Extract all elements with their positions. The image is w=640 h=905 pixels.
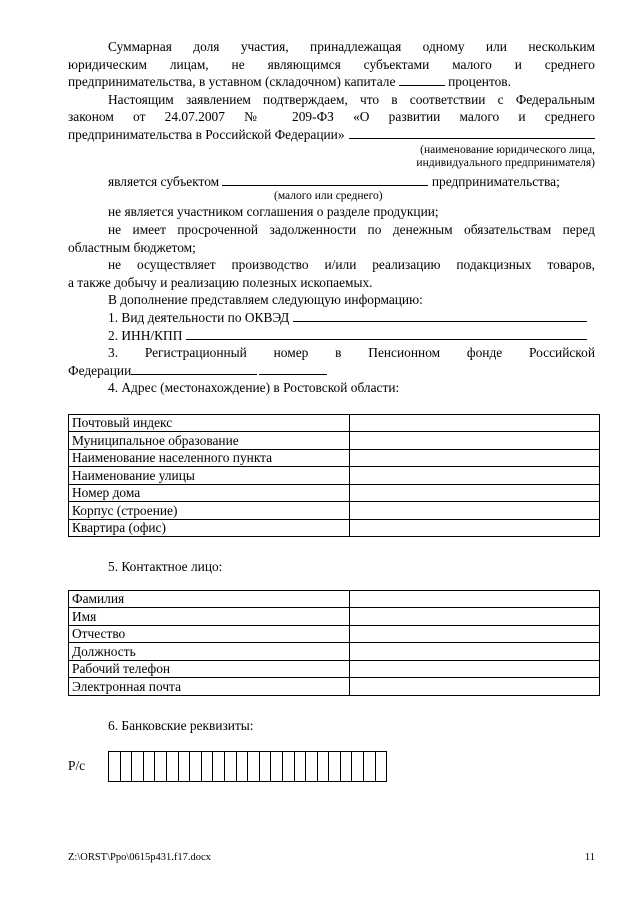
- address-row-value[interactable]: [350, 414, 600, 432]
- account-number-cells[interactable]: [108, 751, 387, 782]
- size-note: (малого или среднего): [274, 190, 383, 203]
- account-digit-cell[interactable]: [295, 752, 307, 781]
- no-debt-line-2: областным бюджетом;: [68, 239, 196, 255]
- contact-row: [69, 643, 600, 661]
- subject-line: [68, 173, 595, 191]
- bank-title: 6. Банковские реквизиты:: [108, 717, 254, 733]
- inn-blank[interactable]: [186, 327, 587, 340]
- no-excise-line-1: не осуществляет производство и/или реализацию подакцизных товаров,: [108, 257, 595, 273]
- account-digit-cell[interactable]: [283, 752, 295, 781]
- subject-size-blank: [222, 173, 428, 186]
- entity-name-blank: [349, 126, 595, 139]
- account-digit-cell[interactable]: [132, 752, 144, 781]
- contact-row-label: Рабочий телефон: [69, 660, 350, 678]
- address-row-value[interactable]: [350, 502, 600, 520]
- confirm-line-2: законом от 24.07.2007 № 209-ФЗ «О развитии малого и среднего: [68, 109, 595, 125]
- account-digit-cell[interactable]: [376, 752, 387, 781]
- account-digit-cell[interactable]: [190, 752, 202, 781]
- account-digit-cell[interactable]: [248, 752, 260, 781]
- contact-row-value[interactable]: [350, 643, 600, 661]
- footer-page-number: 11: [584, 852, 595, 863]
- address-table: [68, 414, 600, 538]
- share-paragraph-line-3: [68, 73, 595, 91]
- additional-info-line: В дополнение представляем следующую информацию:: [108, 292, 423, 308]
- no-excise-line-2: а также добычу и реализацию полезных ископаемых.: [68, 274, 373, 290]
- address-row-label: Наименование населенного пункта: [69, 449, 350, 467]
- account-row: [68, 751, 595, 782]
- address-row-label: Муниципальное образование: [69, 432, 350, 450]
- account-digit-cell[interactable]: [109, 752, 121, 781]
- account-digit-cell[interactable]: [202, 752, 214, 781]
- pension-line-1: 3. Регистрационный номер в Пенсионном фонде Российской: [108, 345, 595, 361]
- subject-text-end: предпринимательства;: [431, 173, 560, 189]
- address-row-value[interactable]: [350, 467, 600, 485]
- address-title: 4. Адрес (местонахождение) в Ростовской области:: [108, 380, 400, 396]
- address-row: [69, 449, 600, 467]
- contact-row-value[interactable]: [350, 608, 600, 626]
- okved-label: 1. Вид деятельности по ОКВЭД: [108, 309, 290, 325]
- contact-row-label: Отчество: [69, 625, 350, 643]
- share-paragraph-line-2: юридическим лицам, не являющимся субъектами малого и среднего: [68, 56, 595, 72]
- okved-blank[interactable]: [293, 309, 587, 322]
- not-participant-line: не является участником соглашения о разделе продукции;: [108, 204, 439, 220]
- account-digit-cell[interactable]: [144, 752, 156, 781]
- pension-line-2: [68, 362, 595, 380]
- account-digit-cell[interactable]: [260, 752, 272, 781]
- inn-line: [68, 327, 587, 345]
- account-digit-cell[interactable]: [121, 752, 133, 781]
- address-row: [69, 467, 600, 485]
- address-row: [69, 484, 600, 502]
- share-paragraph-line-1: Суммарная доля участия, принадлежащая одному или нескольким: [108, 39, 595, 54]
- account-label: Р/с: [68, 758, 86, 774]
- account-digit-cell[interactable]: [364, 752, 376, 781]
- entity-note-line-1: (наименование юридического лица,: [420, 143, 595, 156]
- address-row: [69, 414, 600, 432]
- address-row-label: Номер дома: [69, 484, 350, 502]
- share-blank: [399, 73, 445, 86]
- contact-row: [69, 625, 600, 643]
- contact-row-label: Фамилия: [69, 590, 350, 608]
- pension-blank-1[interactable]: [131, 362, 257, 375]
- share-text: предпринимательства, в уставном (складочном) капитале: [68, 74, 396, 90]
- contact-row-value[interactable]: [350, 625, 600, 643]
- address-row-label: Корпус (строение): [69, 502, 350, 520]
- page-footer: [68, 852, 595, 863]
- account-digit-cell[interactable]: [341, 752, 353, 781]
- account-digit-cell[interactable]: [237, 752, 249, 781]
- inn-label: 2. ИНН/КПП: [108, 327, 183, 343]
- pension-blank-2[interactable]: [259, 362, 327, 375]
- entity-note-line-2: индивидуального предпринимателя): [416, 157, 595, 170]
- account-digit-cell[interactable]: [167, 752, 179, 781]
- account-digit-cell[interactable]: [155, 752, 167, 781]
- footer-file-path: Z:\ORST\Ppo\0615p431.f17.docx: [68, 852, 211, 863]
- account-digit-cell[interactable]: [318, 752, 330, 781]
- account-digit-cell[interactable]: [213, 752, 225, 781]
- confirm-line-3: [68, 126, 595, 144]
- address-row-value[interactable]: [350, 519, 600, 537]
- subject-text: является субъектом: [108, 173, 220, 189]
- address-row-label: Квартира (офис): [69, 519, 350, 537]
- confirm-line-1: Настоящим заявлением подтверждаем, что в соответствии с Федеральным: [108, 91, 595, 107]
- address-row-value[interactable]: [350, 449, 600, 467]
- contact-title: 5. Контактное лицо:: [108, 559, 223, 575]
- entity-name-note: [68, 144, 595, 171]
- account-digit-cell[interactable]: [352, 752, 364, 781]
- contact-row-value[interactable]: [350, 678, 600, 696]
- confirm-text: предпринимательства в Российской Федерации»: [68, 126, 345, 142]
- share-percent: процентов.: [448, 74, 511, 90]
- account-digit-cell[interactable]: [329, 752, 341, 781]
- contact-row-value[interactable]: [350, 590, 600, 608]
- account-digit-cell[interactable]: [306, 752, 318, 781]
- contact-row-value[interactable]: [350, 660, 600, 678]
- address-row-value[interactable]: [350, 484, 600, 502]
- contact-row-label: Должность: [69, 643, 350, 661]
- contact-table: [68, 590, 600, 696]
- account-digit-cell[interactable]: [271, 752, 283, 781]
- account-digit-cell[interactable]: [179, 752, 191, 781]
- contact-row: [69, 678, 600, 696]
- address-row-label: Наименование улицы: [69, 467, 350, 485]
- address-row-value[interactable]: [350, 432, 600, 450]
- okved-line: [68, 309, 587, 327]
- address-row: [69, 502, 600, 520]
- no-debt-line-1: не имеет просроченной задолженности по денежным обязательствам перед: [108, 221, 595, 237]
- contact-row: [69, 608, 600, 626]
- document-page: [68, 38, 595, 782]
- address-row-label: Почтовый индекс: [69, 414, 350, 432]
- contact-row: [69, 590, 600, 608]
- contact-row: [69, 660, 600, 678]
- address-row: [69, 432, 600, 450]
- address-row: [69, 519, 600, 537]
- contact-row-label: Имя: [69, 608, 350, 626]
- account-digit-cell[interactable]: [225, 752, 237, 781]
- contact-row-label: Электронная почта: [69, 678, 350, 696]
- pension-label: Федерации: [68, 362, 132, 378]
